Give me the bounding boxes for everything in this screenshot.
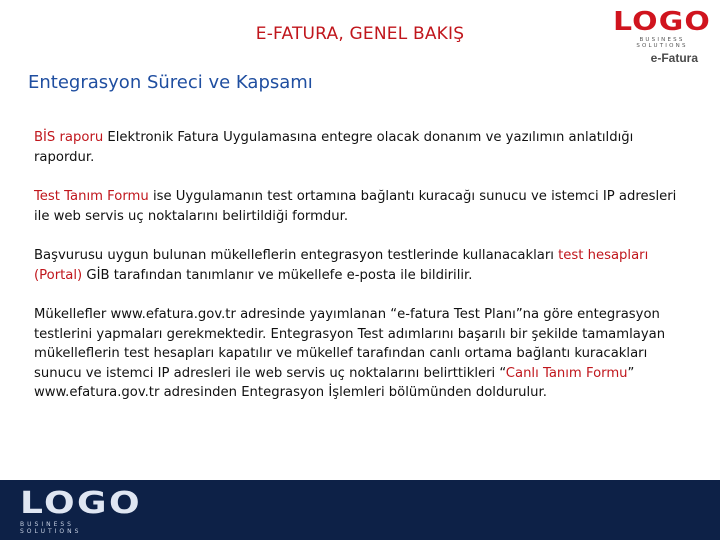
content-body (34, 128, 684, 423)
paragraph-bis-report (34, 128, 684, 167)
footer-bar (0, 480, 720, 540)
paragraph-text: Elektronik Fatura Uygulamasına entegre olacak donanım ve yazılımın anlatıldığı rapordur. (34, 130, 634, 165)
paragraph-text: ” www.efatura.gov.tr adresinden Entegrasyon İşlemleri bölümünden doldurulur. (34, 365, 635, 400)
paragraph-text: GİB tarafından tanımlanır ve mükellefe e-posta ile bildirilir. (82, 267, 473, 283)
logo-efatura (612, 8, 712, 66)
logo-tagline: BUSINESS SOLUTIONS (636, 37, 688, 49)
highlight-test-tanim-formu: Test Tanım Formu (34, 189, 149, 204)
paragraph-text: Mükellefler www.efatura.gov.tr adresinde yayımlanan “e-fatura Test Planı”na göre entegrasyon testlerini yapmaları gerekmektedir. Entegrasyon Test adımlarını başarılı bir şekilde tamamlayan mükelleflerin test hesapları kapatılır ve mükellef tarafından canlı ortama bağlantı kuracakları sunucu ve istemci IP adresleri ile web servis uç noktalarını belirttikleri “ (34, 307, 666, 381)
highlight-bis-raporu: BİS raporu (34, 130, 104, 145)
highlight-canli-tanim-formu: Canlı Tanım Formu (505, 365, 628, 381)
slide-title: E-FATURA, GENEL BAKIŞ (255, 24, 465, 44)
highlight-test-hesaplari: test hesapları (Portal) (34, 248, 649, 283)
paragraph-test-accounts (34, 246, 684, 285)
paragraph-live-form (34, 305, 684, 403)
paragraph-test-form (34, 187, 684, 226)
paragraph-text: Başvurusu uygun bulunan mükelleflerin entegrasyon testlerinde kullanacakları (34, 248, 559, 263)
footer-logo-wordmark: LOGO (20, 486, 143, 521)
footer-logo-tagline: BUSINESS SOLUTIONS (20, 521, 82, 535)
logo-product-name: e-Fatura (650, 51, 698, 65)
footer-logo (20, 486, 143, 535)
section-subtitle: Entegrasyon Süreci ve Kapsamı (28, 72, 313, 93)
paragraph-text: ise Uygulamanın test ortamına bağlantı kuracağı sunucu ve istemci IP adresleri ile web servis uç noktalarını belirtildiği formdur. (34, 189, 677, 224)
logo-wordmark: LOGO (613, 7, 711, 37)
